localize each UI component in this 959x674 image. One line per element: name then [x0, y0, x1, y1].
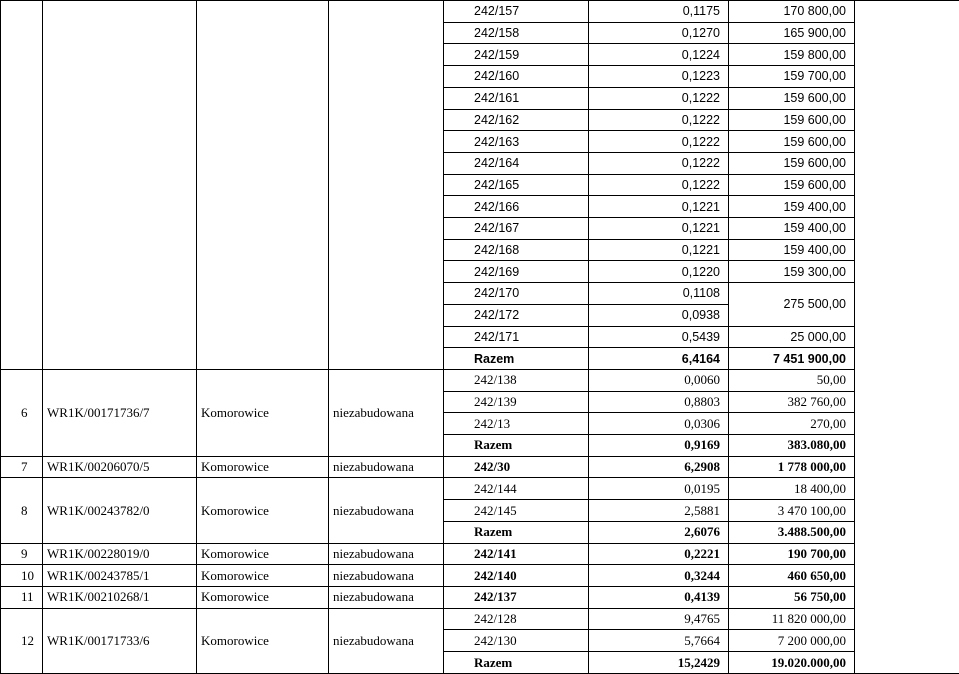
plot-area: 0,1175	[589, 1, 729, 23]
total-label: Razem	[444, 652, 589, 674]
plot-number: 242/158	[444, 22, 589, 44]
blank-column	[855, 1, 959, 674]
plot-value: 3 470 100,00	[729, 500, 855, 522]
plot-number: 242/161	[444, 87, 589, 109]
location-cell: Komorowice	[197, 369, 329, 456]
lp-cell	[1, 1, 43, 370]
kw-cell: WR1K/00206070/5	[43, 456, 197, 478]
plot-number: 242/140	[444, 565, 589, 587]
plot-number: 242/166	[444, 196, 589, 218]
plot-area: 0,1222	[589, 109, 729, 131]
total-area: 6,4164	[589, 348, 729, 370]
table-row	[1, 478, 959, 500]
plot-number: 242/130	[444, 630, 589, 652]
kw-cell: WR1K/00243782/0	[43, 478, 197, 543]
status-cell: niezabudowana	[329, 608, 444, 673]
lp-cell: 8	[1, 478, 43, 543]
table-row	[1, 456, 959, 478]
kw-cell: WR1K/00228019/0	[43, 543, 197, 565]
plot-area: 0,1221	[589, 196, 729, 218]
plot-number: 242/138	[444, 369, 589, 391]
plot-number: 242/163	[444, 131, 589, 153]
location-cell: Komorowice	[197, 586, 329, 608]
plot-value: 159 600,00	[729, 87, 855, 109]
plot-value: 382 760,00	[729, 391, 855, 413]
plot-area: 0,1220	[589, 261, 729, 283]
total-label: Razem	[444, 348, 589, 370]
plot-value: 159 600,00	[729, 131, 855, 153]
status-cell: niezabudowana	[329, 586, 444, 608]
plot-number: 242/162	[444, 109, 589, 131]
plot-value: 159 600,00	[729, 174, 855, 196]
plot-area: 0,1224	[589, 44, 729, 66]
plot-number: 242/139	[444, 391, 589, 413]
table-row	[1, 369, 959, 391]
plot-value: 159 800,00	[729, 44, 855, 66]
total-value: 19.020.000,00	[729, 652, 855, 674]
plot-value: 56 750,00	[729, 586, 855, 608]
kw-cell: WR1K/00243785/1	[43, 565, 197, 587]
plot-value: 275 500,00	[729, 283, 855, 326]
location-cell: Komorowice	[197, 565, 329, 587]
plot-number: 242/170	[444, 283, 589, 305]
plot-number: 242/165	[444, 174, 589, 196]
plot-area: 0,1108	[589, 283, 729, 305]
plot-number: 242/128	[444, 608, 589, 630]
lp-cell: 11	[1, 586, 43, 608]
plot-area: 0,0306	[589, 413, 729, 435]
plot-number: 242/167	[444, 218, 589, 240]
plot-area: 0,1221	[589, 218, 729, 240]
status-cell: niezabudowana	[329, 369, 444, 456]
plot-value: 159 600,00	[729, 109, 855, 131]
plot-value: 159 300,00	[729, 261, 855, 283]
plot-number: 242/141	[444, 543, 589, 565]
plot-area: 0,8803	[589, 391, 729, 413]
plot-value: 270,00	[729, 413, 855, 435]
lp-cell: 9	[1, 543, 43, 565]
plot-number: 242/13	[444, 413, 589, 435]
kw-cell: WR1K/00210268/1	[43, 586, 197, 608]
total-value: 7 451 900,00	[729, 348, 855, 370]
plot-value: 460 650,00	[729, 565, 855, 587]
location-cell	[197, 1, 329, 370]
total-label: Razem	[444, 435, 589, 457]
lp-cell: 7	[1, 456, 43, 478]
plot-area: 0,0195	[589, 478, 729, 500]
location-cell: Komorowice	[197, 608, 329, 673]
plot-number: 242/172	[444, 304, 589, 326]
plot-area: 2,5881	[589, 500, 729, 522]
status-cell: niezabudowana	[329, 456, 444, 478]
status-cell: niezabudowana	[329, 478, 444, 543]
plot-value: 11 820 000,00	[729, 608, 855, 630]
table-row	[1, 565, 959, 587]
plot-value: 25 000,00	[729, 326, 855, 348]
total-area: 2,6076	[589, 521, 729, 543]
plot-number: 242/157	[444, 1, 589, 23]
table-row	[1, 586, 959, 608]
status-cell: niezabudowana	[329, 565, 444, 587]
plot-number: 242/169	[444, 261, 589, 283]
location-cell: Komorowice	[197, 456, 329, 478]
plot-area: 0,0060	[589, 369, 729, 391]
status-cell: niezabudowana	[329, 543, 444, 565]
plot-area: 0,3244	[589, 565, 729, 587]
plot-area: 0,1222	[589, 131, 729, 153]
plot-number: 242/164	[444, 152, 589, 174]
plot-number: 242/168	[444, 239, 589, 261]
total-area: 15,2429	[589, 652, 729, 674]
total-value: 383.080,00	[729, 435, 855, 457]
plot-value: 170 800,00	[729, 1, 855, 23]
plot-number: 242/145	[444, 500, 589, 522]
status-cell	[329, 1, 444, 370]
plot-number: 242/144	[444, 478, 589, 500]
plot-area: 0,0938	[589, 304, 729, 326]
location-cell: Komorowice	[197, 478, 329, 543]
plot-value: 159 700,00	[729, 66, 855, 88]
plot-value: 165 900,00	[729, 22, 855, 44]
total-value: 3.488.500,00	[729, 521, 855, 543]
plot-value: 159 400,00	[729, 196, 855, 218]
location-cell: Komorowice	[197, 543, 329, 565]
plot-number: 242/171	[444, 326, 589, 348]
plot-area: 0,1270	[589, 22, 729, 44]
plot-area: 0,1221	[589, 239, 729, 261]
plot-value: 159 400,00	[729, 239, 855, 261]
kw-cell: WR1K/00171733/6	[43, 608, 197, 673]
plot-area: 0,1222	[589, 152, 729, 174]
kw-cell	[43, 1, 197, 370]
plot-value: 18 400,00	[729, 478, 855, 500]
plot-area: 0,1222	[589, 174, 729, 196]
plot-area: 0,5439	[589, 326, 729, 348]
plot-value: 159 400,00	[729, 218, 855, 240]
table-row	[1, 543, 959, 565]
kw-cell: WR1K/00171736/7	[43, 369, 197, 456]
lp-cell: 12	[1, 608, 43, 673]
plot-area: 0,2221	[589, 543, 729, 565]
plot-value: 159 600,00	[729, 152, 855, 174]
plot-area: 6,2908	[589, 456, 729, 478]
plot-area: 5,7664	[589, 630, 729, 652]
plot-value: 1 778 000,00	[729, 456, 855, 478]
plot-number: 242/160	[444, 66, 589, 88]
lp-cell: 10	[1, 565, 43, 587]
plot-area: 9,4765	[589, 608, 729, 630]
plot-value: 50,00	[729, 369, 855, 391]
table-row	[1, 608, 959, 630]
plot-number: 242/137	[444, 586, 589, 608]
lp-cell: 6	[1, 369, 43, 456]
table-row	[1, 1, 959, 23]
plot-value: 190 700,00	[729, 543, 855, 565]
plot-area: 0,1223	[589, 66, 729, 88]
total-area: 0,9169	[589, 435, 729, 457]
plot-area: 0,1222	[589, 87, 729, 109]
plot-number: 242/30	[444, 456, 589, 478]
plot-value: 7 200 000,00	[729, 630, 855, 652]
plot-area: 0,4139	[589, 586, 729, 608]
plot-number: 242/159	[444, 44, 589, 66]
total-label: Razem	[444, 521, 589, 543]
